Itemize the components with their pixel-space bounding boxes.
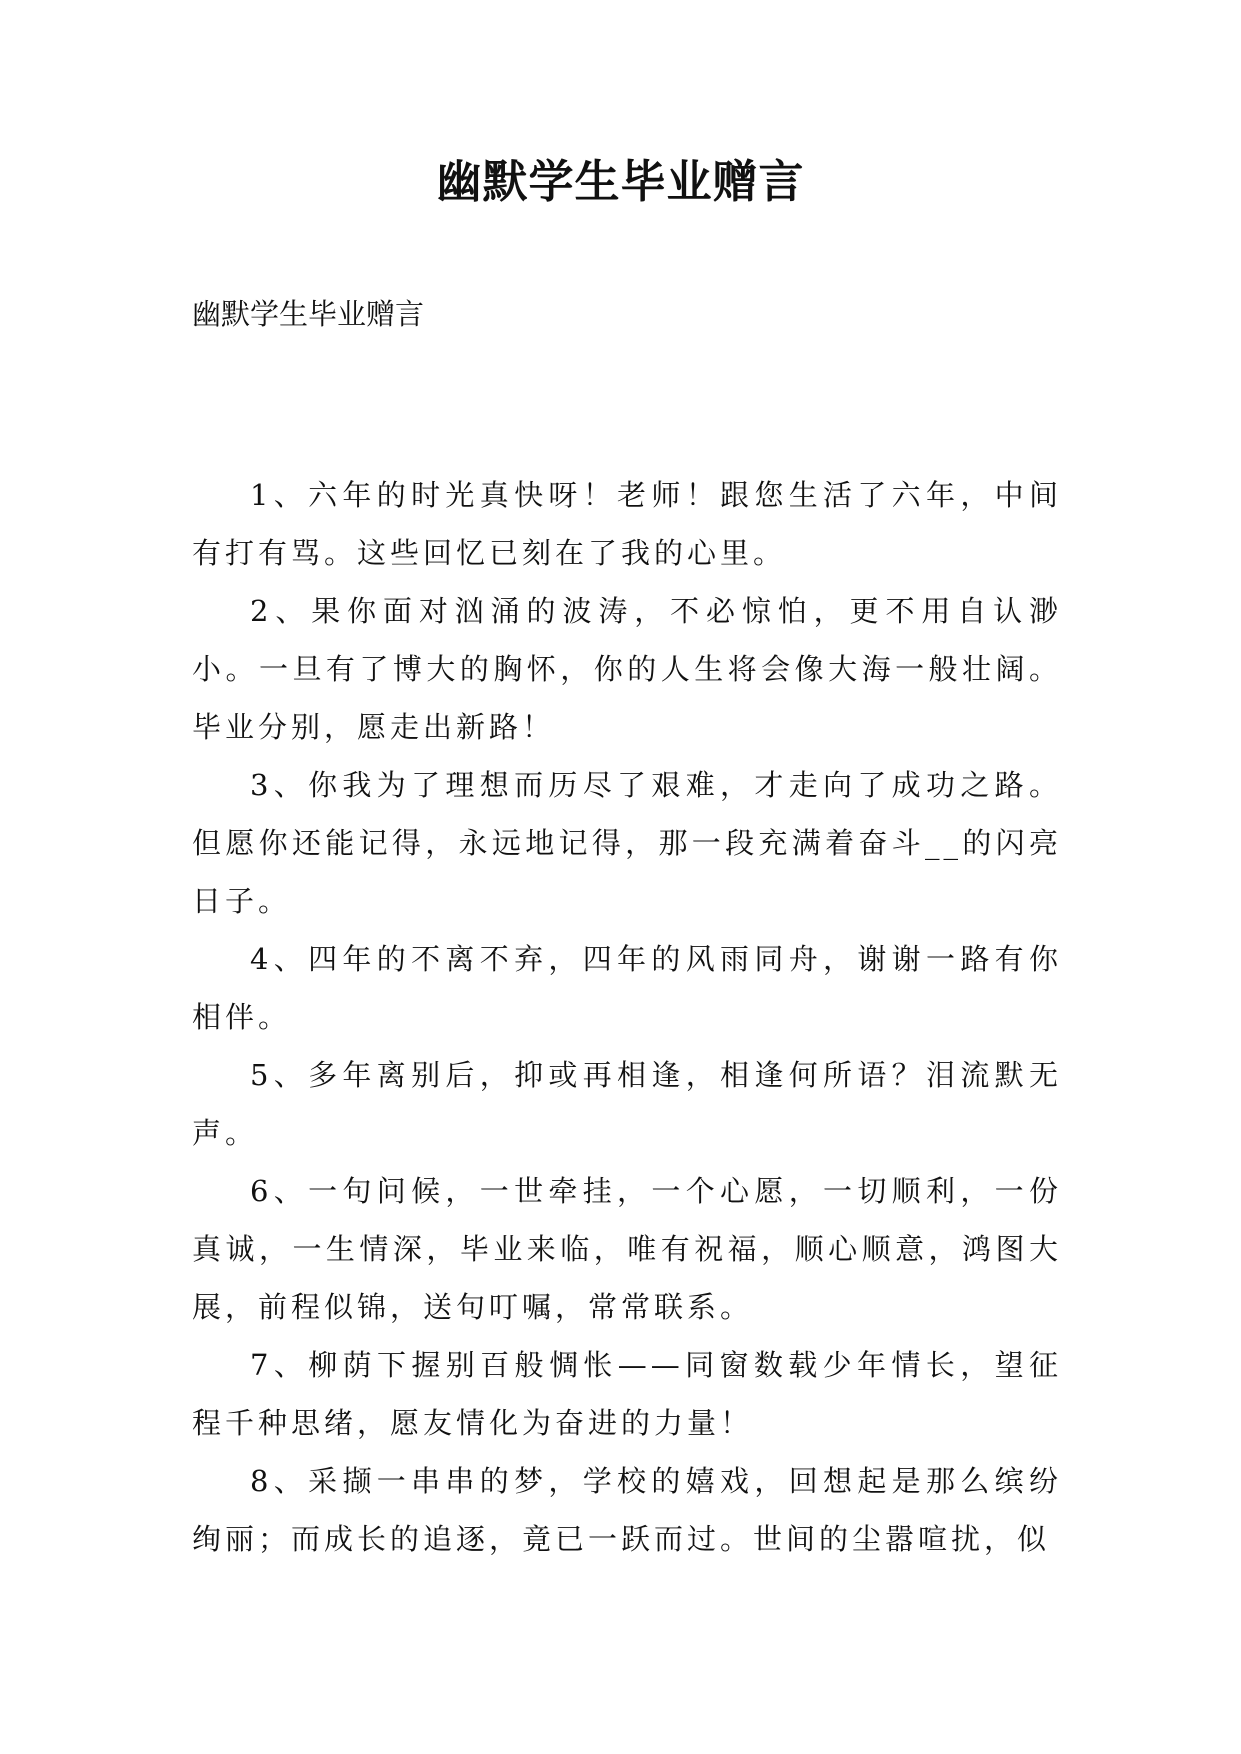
paragraph-4: 4、四年的不离不弃，四年的风雨同舟，谢谢一路有你相伴。 xyxy=(192,942,1062,1034)
paragraph-6: 6、一句问候，一世牵挂，一个心愿，一切顺利，一份真诚，一生情深，毕业来临，唯有祝福，顺心顺意，鸿图大展，前程似锦，送句叮嘱，常常联系。 xyxy=(192,1174,1062,1324)
document-subtitle: 幽默学生毕业赠言 xyxy=(192,297,425,331)
paragraph-5: 5、多年离别后，抑或再相逢，相逢何所语？泪流默无声。 xyxy=(192,1058,1062,1150)
paragraph-2: 2、果你面对汹涌的波涛，不必惊怕，更不用自认渺小。一旦有了博大的胸怀，你的人生将会像大海一般壮阔。毕业分别，愿走出新路！ xyxy=(192,594,1062,744)
paragraph-8: 8、采撷一串串的梦，学校的嬉戏，回想起是那么缤纷绚丽；而成长的追逐，竟已一跃而过。世间的尘嚣喧扰，似 xyxy=(192,1464,1062,1556)
page-title: 幽默学生毕业赠言 xyxy=(436,155,805,208)
paragraph-7: 7、柳荫下握别百般惆怅——同窗数载少年情长，望征程千种思绪，愿友情化为奋进的力量！ xyxy=(192,1348,1062,1440)
paragraph-1: 1、六年的时光真快呀！老师！跟您生活了六年，中间有打有骂。这些回忆已刻在了我的心里。 xyxy=(192,478,1062,570)
paragraph-3: 3、你我为了理想而历尽了艰难，才走向了成功之路。但愿你还能记得，永远地记得，那一段充满着奋斗__的闪亮日子。 xyxy=(192,768,1062,918)
document-body xyxy=(192,466,1062,1568)
